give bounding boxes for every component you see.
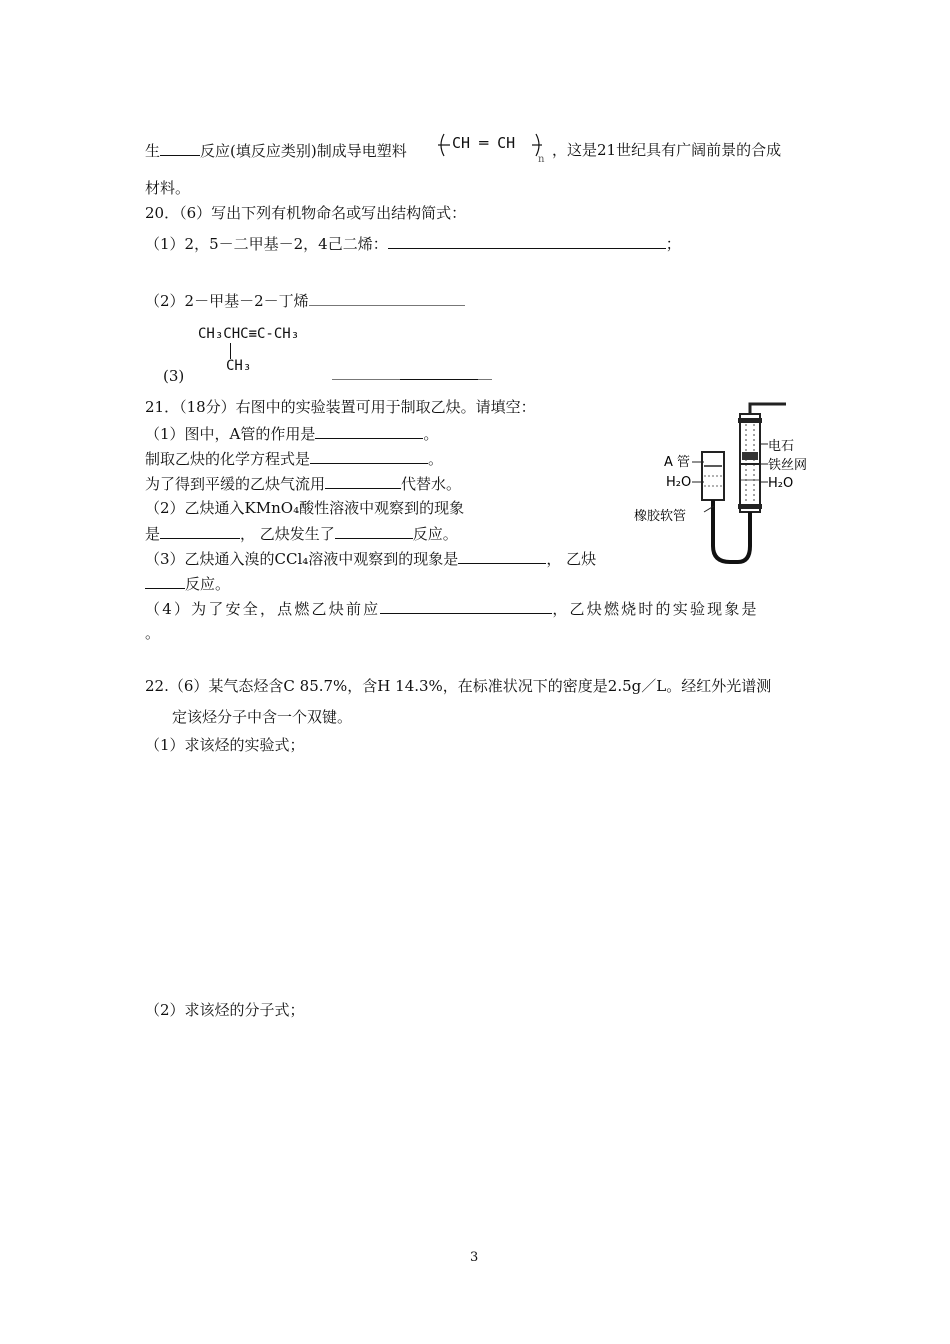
q21-line7 xyxy=(145,573,230,594)
q21-line5 xyxy=(145,523,458,544)
q21-l6-text: （3）乙炔通入溴的CCl₄溶液中观察到的现象是 xyxy=(145,550,459,568)
q20-item2 xyxy=(145,290,465,311)
q20-item3-label: (3) xyxy=(163,367,185,385)
q20-item1 xyxy=(145,233,681,254)
q21-l5-mid: ， 乙炔发生了 xyxy=(240,525,335,543)
q21-line8 xyxy=(145,598,759,619)
q22-item1: （1）求该烃的实验式； xyxy=(145,736,305,754)
answer-blank[interactable] xyxy=(160,523,240,539)
q21-l6-end: ， 乙炔 xyxy=(546,550,597,568)
q20-item1-text: （1）2，5－二甲基－2，4己二烯： xyxy=(145,235,388,253)
answer-blank[interactable] xyxy=(400,364,478,380)
q22-item2: （2）求该烃的分子式； xyxy=(145,1001,305,1019)
answer-blank[interactable] xyxy=(458,548,546,564)
polymer-repeat-unit: CH ═ CH xyxy=(452,134,516,152)
structure-branch: CH₃ xyxy=(226,358,252,374)
q21-l5-end: 反应。 xyxy=(412,525,458,543)
q19-text-c: ，这是21世纪具有广阔前景的合成 xyxy=(552,141,782,159)
q21-line2 xyxy=(145,448,443,469)
q20-item3-answer xyxy=(332,364,492,385)
q21-line4: （2）乙炔通入KMnO₄酸性溶液中观察到的现象 xyxy=(145,499,465,517)
q22-header: 22.（6）某气态烃含C 85.7%，含H 14.3%，在标准状况下的密度是2.5g／L。经红外光谱测 xyxy=(145,677,772,695)
answer-blank[interactable] xyxy=(380,598,552,614)
q20-item2-text: （2）2－甲基－2－丁烯 xyxy=(145,292,309,310)
q21-l8-end: ，乙炔燃烧时的实验现象是 xyxy=(552,600,759,618)
q19-text-a: 生 xyxy=(145,142,161,160)
page-number: 3 xyxy=(470,1250,479,1265)
q21-l1-end: 。 xyxy=(423,425,439,443)
h2o-left-label: H₂O xyxy=(666,475,692,490)
q21-l2-text: 制取乙炔的化学方程式是 xyxy=(145,450,311,468)
answer-blank[interactable] xyxy=(160,140,200,156)
a-tube-label: A 管 xyxy=(664,455,691,470)
rubber-hose-label: 橡胶软管 xyxy=(634,509,687,524)
q21-l1-text: （1）图中，A管的作用是 xyxy=(145,425,316,443)
q21-line1 xyxy=(145,423,438,444)
wire-mesh-label: 铁丝网 xyxy=(768,458,808,473)
answer-blank[interactable] xyxy=(145,573,185,589)
carbide-lump-icon xyxy=(742,452,758,460)
q20-header: 20．（6）写出下列有机物命名或写出结构简式： xyxy=(145,204,467,222)
q21-line3 xyxy=(145,473,461,494)
q21-l8-text: （4）为了安全，点燃乙炔前应 xyxy=(145,600,381,618)
q21-l7-text: 反应。 xyxy=(185,575,231,593)
q21-header: 21．（18分）右图中的实验装置可用于制取乙炔。请填空： xyxy=(145,398,536,416)
q21-l5-text: 是 xyxy=(145,525,161,543)
q20-item1-end: ； xyxy=(665,235,681,253)
q21-line6 xyxy=(145,548,596,569)
answer-blank[interactable] xyxy=(388,233,666,249)
q21-l3-end: 代替水。 xyxy=(401,475,462,493)
q19-line1 xyxy=(145,140,407,161)
q19-line2: 材料。 xyxy=(145,179,191,197)
answer-blank[interactable] xyxy=(478,364,492,380)
acetylene-apparatus-figure xyxy=(634,396,808,566)
structure-main-chain: CH₃CHC≡C-CH₃ xyxy=(198,326,300,342)
h2o-right-label: H₂O xyxy=(768,476,794,491)
q21-line9: 。 xyxy=(145,624,161,642)
q22-header-cont: 定该烃分子中含一个双键。 xyxy=(172,708,353,726)
q21-l2-end: 。 xyxy=(428,450,444,468)
q19-text-b: 反应(填反应类别)制成导电塑料 xyxy=(200,142,407,160)
answer-blank[interactable] xyxy=(315,423,423,439)
answer-blank[interactable] xyxy=(332,364,400,380)
polymer-subscript: n xyxy=(538,154,545,165)
carbide-label: 电石 xyxy=(768,439,795,454)
answer-blank[interactable] xyxy=(309,290,465,306)
q21-l3-text: 为了得到平缓的乙炔气流用 xyxy=(145,475,326,493)
answer-blank[interactable] xyxy=(325,473,401,489)
answer-blank[interactable] xyxy=(310,448,428,464)
answer-blank[interactable] xyxy=(335,523,413,539)
